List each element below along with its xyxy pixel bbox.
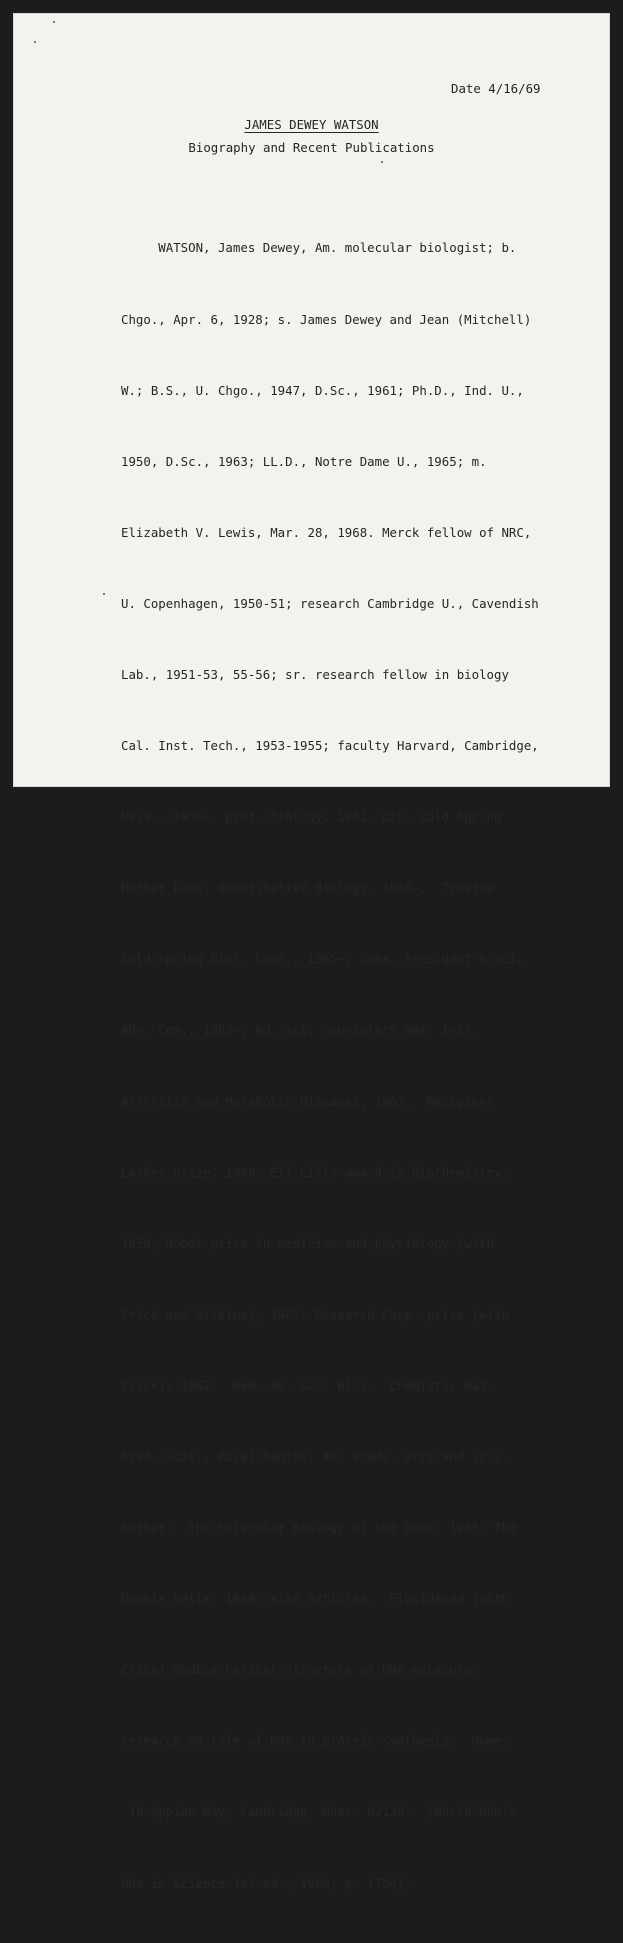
paper-speck — [34, 41, 36, 43]
body-line: Lasker prize, 1960, Eli Lilly award in biochemistry, — [121, 1164, 509, 1180]
body-line: Cold Spring Biol. Labs., 1965—; cons. President's Sci. — [121, 951, 524, 967]
body-line: Author: The Molecular Biology of the Gene, 1965; The — [121, 1520, 517, 1536]
typed-page — [13, 13, 610, 1891]
body-line: Harbor Labs. Quantitative Biology, 1968—. Trustee — [121, 880, 494, 896]
document-subtitle: Biography and Recent Publications — [188, 140, 435, 155]
body-line: Crick) double-helical structure of DNA molecule; — [121, 1662, 480, 1678]
body-line: Lab., 1951-53, 55-56; sr. research fellow in biology — [121, 666, 509, 682]
body-line: Cal. Inst. Tech., 1953-1955; faculty Harvard, Cambridge, — [121, 738, 539, 754]
body-line: Arthritis and Metabolic Diseases, 1967. Recipient — [121, 1093, 494, 1109]
body-line: Mass., 1956—, prof. biology, 1961, dir. Cold Spring — [121, 809, 502, 825]
body-line: 1959, Nobel prize in medicine and physiology (with — [121, 1235, 494, 1251]
body-line: Who in Science 1st ed., 1968, p. 1764). — [121, 1875, 412, 1891]
document-title-text: JAMES DEWEY WATSON — [244, 117, 379, 132]
body-line: Acad. Scis., Royal Danish, Am. acads. arts and scis. — [121, 1449, 509, 1464]
body-line: Adv. Com., 1962—; bd. sci. counselors Nat. Inst. — [121, 1022, 480, 1038]
body-line: 1950, D.Sc., 1963; LL.D., Notre Dame U., 1965; m. — [121, 453, 487, 469]
paper-speck — [103, 593, 105, 595]
body-line: Double Helix, 1968; also articles. Elucidated (with — [121, 1591, 509, 1607]
body-line: Elizabeth V. Lewis, Mar. 28, 1968. Merck fellow of NRC, — [121, 524, 532, 540]
body-line: WATSON, James Dewey, Am. molecular biologist; b. — [121, 240, 517, 256]
body-line: Chgo., Apr. 6, 1928; s. James Dewey and Jean (Mitchell) — [121, 311, 532, 327]
body-line: Crick and Wilkins), 1962, Research Corp. prize (with — [121, 1306, 509, 1322]
body-line: U. Copenhagen, 1950-51; research Cambridge U., Cavendish — [121, 595, 539, 611]
body-line: Crick), 1962. Mem. Am. Soc. Biol. Chemists, Nat. — [121, 1377, 494, 1393]
paper-speck — [53, 21, 55, 23]
document-title — [13, 117, 610, 132]
body-line: W.; B.S., U. Chgo., 1947, D.Sc., 1961; Ph.D., Ind. U., — [121, 382, 524, 398]
document-date: Date 4/16/69 — [451, 81, 541, 96]
biography-text — [121, 189, 539, 1943]
body-line: 10 Appian Way, Cambridge, Mass. 02138. (World Who's — [121, 1804, 517, 1820]
body-line: research on role of RNA in protein synthesis. Home: — [121, 1733, 509, 1749]
paper-speck — [381, 161, 383, 163]
